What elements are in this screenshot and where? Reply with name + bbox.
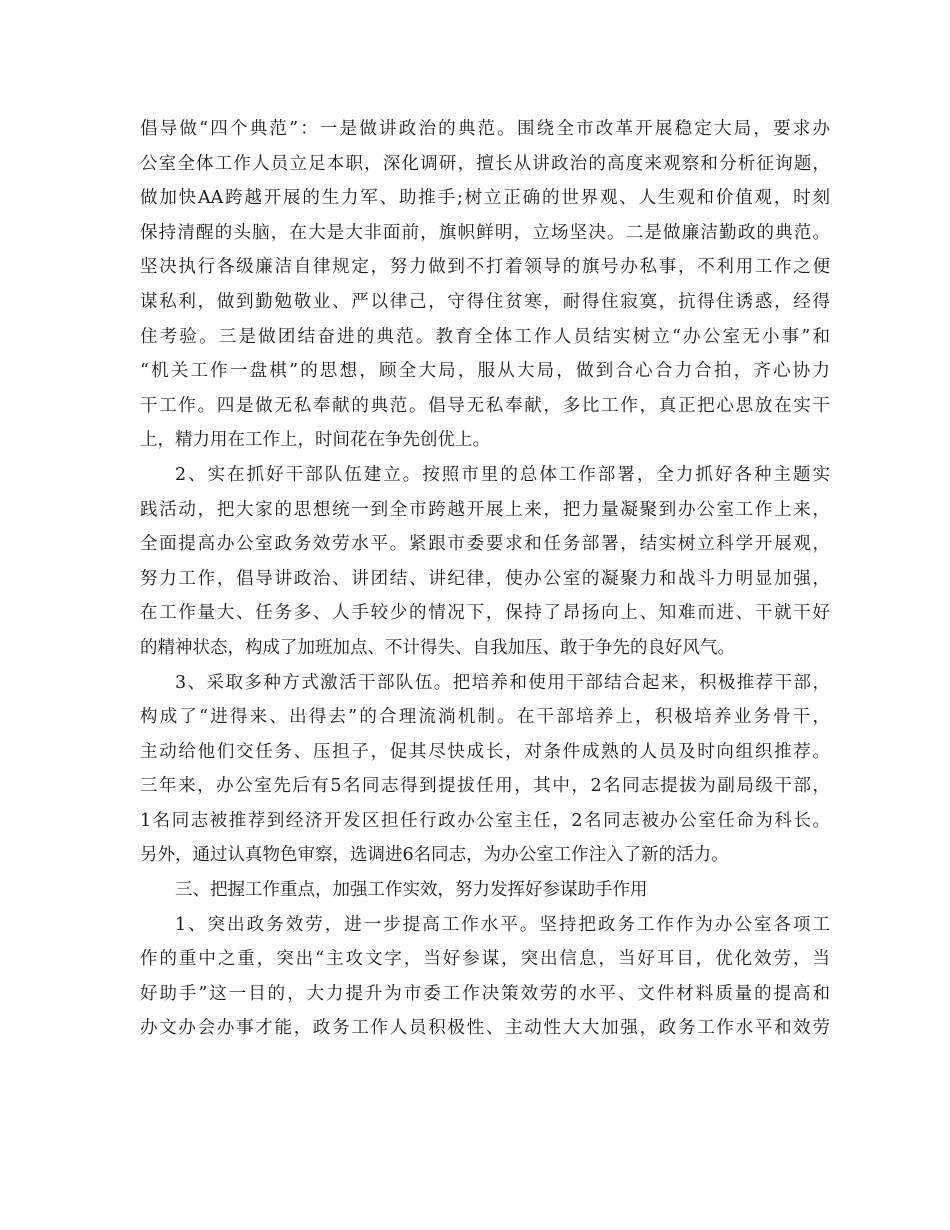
paragraph-line: 作的重中之重，突出“主攻文字，当好参谋，突出信息，当好耳目，优化效劳，当 <box>140 949 830 970</box>
paragraph-line: 办文办会办事才能，政务工作人员积极性、主动性大大加强，政务工作水平和效劳 <box>140 1018 830 1039</box>
paragraph-line: 公室全体工作人员立足本职，深化调研，擅长从讲政治的高度来观察和分析征询题， <box>140 153 830 174</box>
paragraph-line: 构成了“进得来、出得去”的合理流淌机制。在干部培养上，积极培养业务骨干， <box>140 707 830 728</box>
paragraph-line: 践活动，把大家的思想统一到全市跨越开展上来，把力量凝聚到办公室工作上来， <box>140 499 830 520</box>
paragraph-line: 全面提高办公室政务效劳水平。紧跟市委要求和任务部署，结实树立科学开展观， <box>140 534 830 555</box>
paragraph-line: 三年来，办公室先后有5名同志得到提拔任用，其中，2名同志提拔为副局级干部， <box>140 776 830 797</box>
paragraph-line: 2、实在抓好干部队伍建立。按照市里的总体工作部署，全力抓好各种主题实 <box>175 464 830 485</box>
paragraph-line: 3、采取多种方式激活干部队伍。把培养和使用干部结合起来，积极推荐干部， <box>175 672 830 693</box>
paragraph-line: 另外，通过认真物色审察，选调进6名同志，为办公室工作注入了新的活力。 <box>140 845 729 866</box>
paragraph-line: 上，精力用在工作上，时间花在争先创优上。 <box>140 430 490 451</box>
paragraph-line: 的精神状态，构成了加班加点、不计得失、自我加压、敢于争先的良好风气。 <box>140 637 735 658</box>
paragraph-line: 倡导做“四个典范”：一是做讲政治的典范。围绕全市改革开展稳定大局，要求办 <box>140 119 830 139</box>
paragraph-line: 干工作。四是做无私奉献的典范。倡导无私奉献，多比工作，真正把心思放在实干 <box>140 395 830 416</box>
document-body <box>140 112 830 1046</box>
paragraph-line: 坚决执行各级廉洁自律规定，努力做到不打着领导的旗号办私事，不利用工作之便 <box>140 257 830 278</box>
paragraph-line: 住考验。三是做团结奋进的典范。教育全体工作人员结实树立“办公室无小事”和 <box>140 326 830 347</box>
paragraph-line: 保持清醒的头脑，在大是大非面前，旗帜鲜明，立场坚决。二是做廉洁勤政的典范。 <box>140 222 830 243</box>
paragraph-line: 谋私利，做到勤勉敬业、严以律己，守得住贫寒，耐得住寂寞，抗得住诱惑，经得 <box>140 291 830 312</box>
paragraph-line: 好助手”这一目的，大力提升为市委工作决策效劳的水平、文件材料质量的提高和 <box>140 983 830 1004</box>
paragraph-line: 在工作量大、任务多、人手较少的情况下，保持了昂扬向上、知难而进、干就干好 <box>140 603 830 624</box>
paragraph-line: “机关工作一盘棋”的思想，顾全大局，服从大局，做到合心合力合拍，齐心协力 <box>140 361 830 382</box>
paragraph-line: 1、突出政务效劳，进一步提高工作水平。坚持把政务工作作为办公室各项工 <box>175 914 830 935</box>
paragraph-line: 努力工作，倡导讲政治、讲团结、讲纪律，使办公室的凝聚力和战斗力明显加强， <box>140 568 830 589</box>
paragraph-line: 1名同志被推荐到经济开发区担任行政办公室主任，2名同志被办公室任命为科长。 <box>140 810 830 831</box>
section-heading: 三、把握工作重点，加强工作实效，努力发挥好参谋助手作用 <box>175 880 648 901</box>
paragraph-line: 做加快AA跨越开展的生力军、助推手;树立正确的世界观、人生观和价值观，时刻 <box>140 188 830 209</box>
paragraph-line: 主动给他们交任务、压担子，促其尽快成长，对条件成熟的人员及时向组织推荐。 <box>140 741 830 762</box>
